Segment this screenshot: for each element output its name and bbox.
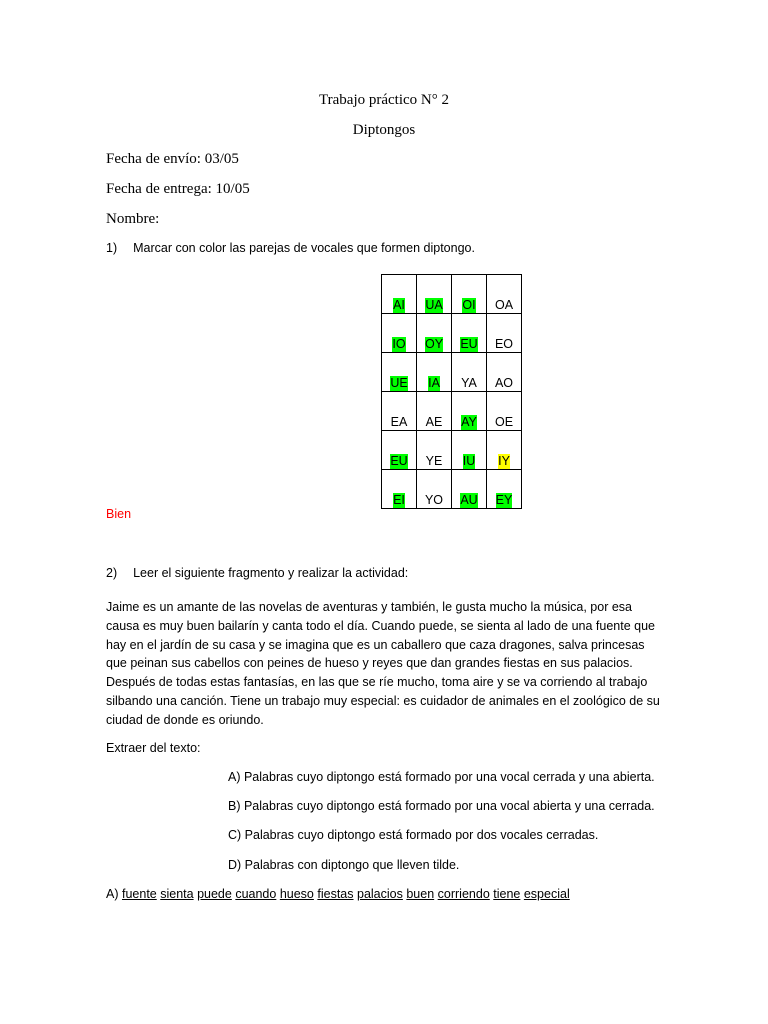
vowel-pair-io: IO [392,337,406,351]
vowel-pair-ia: IA [428,376,440,390]
vowel-cell [382,392,417,431]
extract-instruction: Extraer del texto: [106,741,201,755]
text-fragment: Jaime es un amante de las novelas de aventuras y también, le gusta mucho la música, por esa causa es muy buen bailarín y canta todo el día. Cuando puede, se sienta al lado de una fuente que hay en el jardín de su casa y se imagina que es un caballero que caza dragones, salva princesas que peinan sus cabellos con peines de hueso y reyes que dan grandes fiestas en sus palacios. Después de todas estas fantasías, en las que se ríe mucho, toma aire y se va corriendo al trabajo silbando una canción. Tiene un trabajo muy especial: es cuidador de animales en el zoológico de su ciudad de donde es oriundo. [106,600,660,727]
vowel-pair-ye: YE [425,454,443,468]
answer-word: fiestas [317,887,354,901]
vowel-pair-eo: EO [494,337,514,351]
vowel-cell [417,275,452,314]
vowel-cell [452,275,487,314]
vowel-pair-ue: UE [390,376,408,390]
answer-a [106,887,570,901]
vowel-pair-oa: OA [494,298,514,312]
question-2 [106,566,408,580]
vowel-pair-ao: AO [494,376,514,390]
answer-word: palacios [357,887,403,901]
vowel-cell [417,431,452,470]
vowel-cell [487,470,522,509]
answer-word: puede [197,887,232,901]
vowel-cell [417,353,452,392]
vowel-cell [382,275,417,314]
vowel-row [382,314,522,353]
answer-word: sienta [160,887,194,901]
page-title: Trabajo práctico N° 2 [319,92,449,108]
page-subtitle: Diptongos [352,122,416,138]
answer-a-words [122,887,570,901]
vowel-row [382,275,522,314]
fecha-envio: Fecha de envío: 03/05 [106,151,239,167]
vowel-cell [452,353,487,392]
fecha-entrega: Fecha de entrega: 10/05 [106,181,250,197]
answer-word: corriendo [437,887,490,901]
vowel-cell [487,353,522,392]
vowel-pair-ua: UA [425,298,443,312]
vowel-row [382,470,522,509]
vowel-pair-oe: OE [494,415,514,429]
vowel-pair-ya: YA [461,376,477,390]
answer-word: buen [406,887,435,901]
vowel-cell [382,431,417,470]
answer-word: fuente [121,887,157,901]
vowel-pair-ay: AY [461,415,477,429]
vowel-pair-ei: EI [393,493,405,507]
question-1 [106,241,475,255]
nombre-label: Nombre: [106,211,160,227]
answer-a-label: A) [106,887,119,901]
vowel-pair-eu: EU [390,454,408,468]
item-c: C) Palabras cuyo diptongo está formado por dos vocales cerradas. [228,828,599,842]
vowel-cell [382,470,417,509]
vowel-cell [452,470,487,509]
item-b: B) Palabras cuyo diptongo está formado por una vocal abierta y una cerrada. [228,799,655,813]
vowel-row [382,392,522,431]
vowel-pair-ey: EY [495,493,513,507]
vowel-pair-au: AU [460,493,478,507]
vowel-cell [417,392,452,431]
answer-word: cuando [235,887,277,901]
vowel-pair-ae: AE [425,415,443,429]
vowel-cell [417,470,452,509]
vowel-cell [382,353,417,392]
vowel-pair-oy: OY [424,337,444,351]
vowel-cell [487,431,522,470]
vowel-cell [417,314,452,353]
vowel-row [382,431,522,470]
vowel-cell [382,314,417,353]
vowel-pair-yo: YO [424,493,444,507]
question-1-text: Marcar con color las parejas de vocales que formen diptongo. [133,241,475,255]
vowel-row [382,353,522,392]
vowel-cell [452,314,487,353]
item-d: D) Palabras con diptongo que lleven tilde. [228,858,460,872]
question-2-text: Leer el siguiente fragmento y realizar la actividad: [133,566,409,580]
answer-word: especial [523,887,570,901]
answer-word: hueso [279,887,314,901]
item-a: A) Palabras cuyo diptongo está formado por una vocal cerrada y una abierta. [228,770,655,784]
vowel-pair-ea: EA [390,415,408,429]
vowel-pair-iu: IU [462,454,476,468]
vowel-cell [452,431,487,470]
answer-word: tiene [493,887,521,901]
vowel-pair-ai: AI [393,298,405,312]
vowel-pair-eu: EU [460,337,478,351]
vowel-cell [487,314,522,353]
feedback-text: Bien [106,507,132,521]
vowel-cell [487,275,522,314]
vowel-pair-oi: OI [462,298,476,312]
vowel-pairs-table [381,274,522,509]
question-1-number: 1) [106,241,118,255]
vowel-cell [452,392,487,431]
vowel-pair-iy: IY [498,454,510,468]
question-2-number: 2) [106,566,118,580]
vowel-cell [487,392,522,431]
